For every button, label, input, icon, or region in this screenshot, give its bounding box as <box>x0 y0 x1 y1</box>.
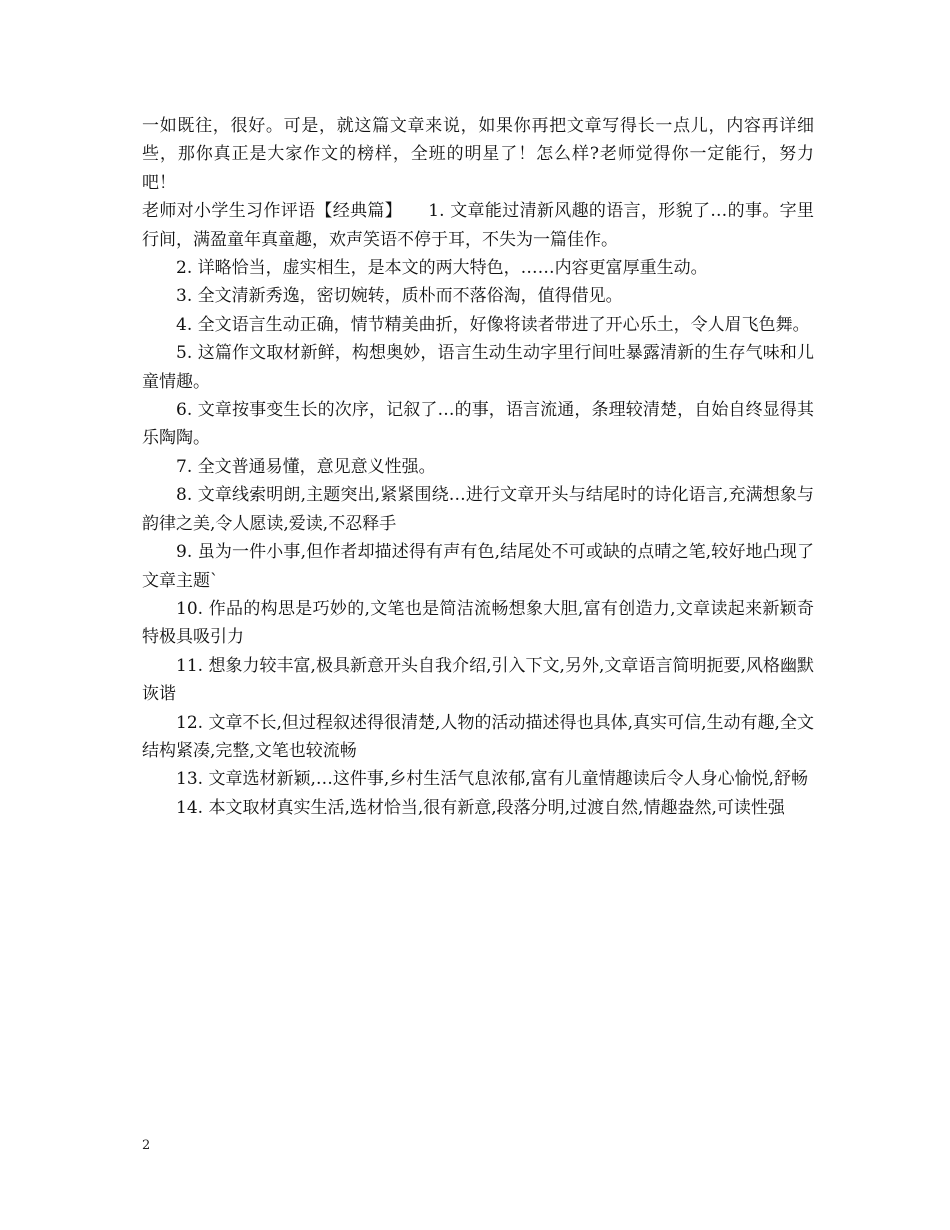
comment-item-11: 11. 想象力较丰富,极具新意开头自我介绍,引入下文,另外,文章语言简明扼要,风格幽默诙谐 <box>142 655 814 705</box>
comment-item-10: 10. 作品的构思是巧妙的,文笔也是简洁流畅想象大胆,富有创造力,文章读起来新颖奇特极具吸引力 <box>142 598 814 648</box>
comment-item-4: 4. 全文语言生动正确，情节精美曲折，好像将读者带进了开心乐土，令人眉飞色舞。 <box>176 314 810 335</box>
section-heading-paragraph: 老师对小学生习作评语【经典篇】 1. 文章能过清新风趣的语言，形貌了…的事。字里行间，满盈童年真童趣，欢声笑语不停于耳，不失为一篇佳作。 <box>142 201 814 250</box>
comment-item-9: 9. 虽为一件小事,但作者却描述得有声有色,结尾处不可或缺的点晴之笔,较好地凸现了文章主题` <box>142 542 814 591</box>
comment-item-12: 12. 文章不长,但过程叙述得很清楚,人物的活动描述得也具体,真实可信,生动有趣,全文结构紧凑,完整,文笔也较流畅 <box>142 712 814 761</box>
comment-item-2: 2. 详略恰当，虚实相生，是本文的两大特色，……内容更富厚重生动。 <box>176 258 708 279</box>
comment-item-14: 14. 本文取材真实生活,选材恰当,很有新意,段落分明,过渡自然,情趣盎然,可读性强 <box>176 797 785 818</box>
document-body <box>142 112 814 822</box>
comment-item-5: 5. 这篇作文取材新鲜，构想奥妙，语言生动生动字里行间吐暴露清新的生存气味和儿童情趣。 <box>142 343 814 392</box>
comment-item-3: 3. 全文清新秀逸，密切婉转，质朴而不落俗淘，值得借见。 <box>176 286 623 307</box>
comment-item-6: 6. 文章按事变生长的次序，记叙了…的事，语言流通，条理较清楚，自始自终显得其乐陶陶。 <box>142 400 814 449</box>
comment-item-8: 8. 文章线索明朗,主题突出,紧紧围绕…进行文章开头与结尾时的诗化语言,充满想象与韵律之美,令人愿读,爱读,不忍释手 <box>142 485 814 534</box>
comment-item-13: 13. 文章选材新颖,…这件事,乡村生活气息浓郁,富有儿童情趣读后令人身心愉悦,舒畅 <box>176 769 809 790</box>
comment-item-7: 7. 全文普通易懂，意见意义性强。 <box>176 456 436 477</box>
intro-paragraph: 一如既往，很好。可是，就这篇文章来说，如果你再把文章写得长一点儿，内容再详细些，那你真正是大家作文的榜样，全班的明星了！怎么样?老师觉得你一定能行，努力吧！ <box>142 116 814 193</box>
page-number: 2 <box>142 1138 151 1153</box>
